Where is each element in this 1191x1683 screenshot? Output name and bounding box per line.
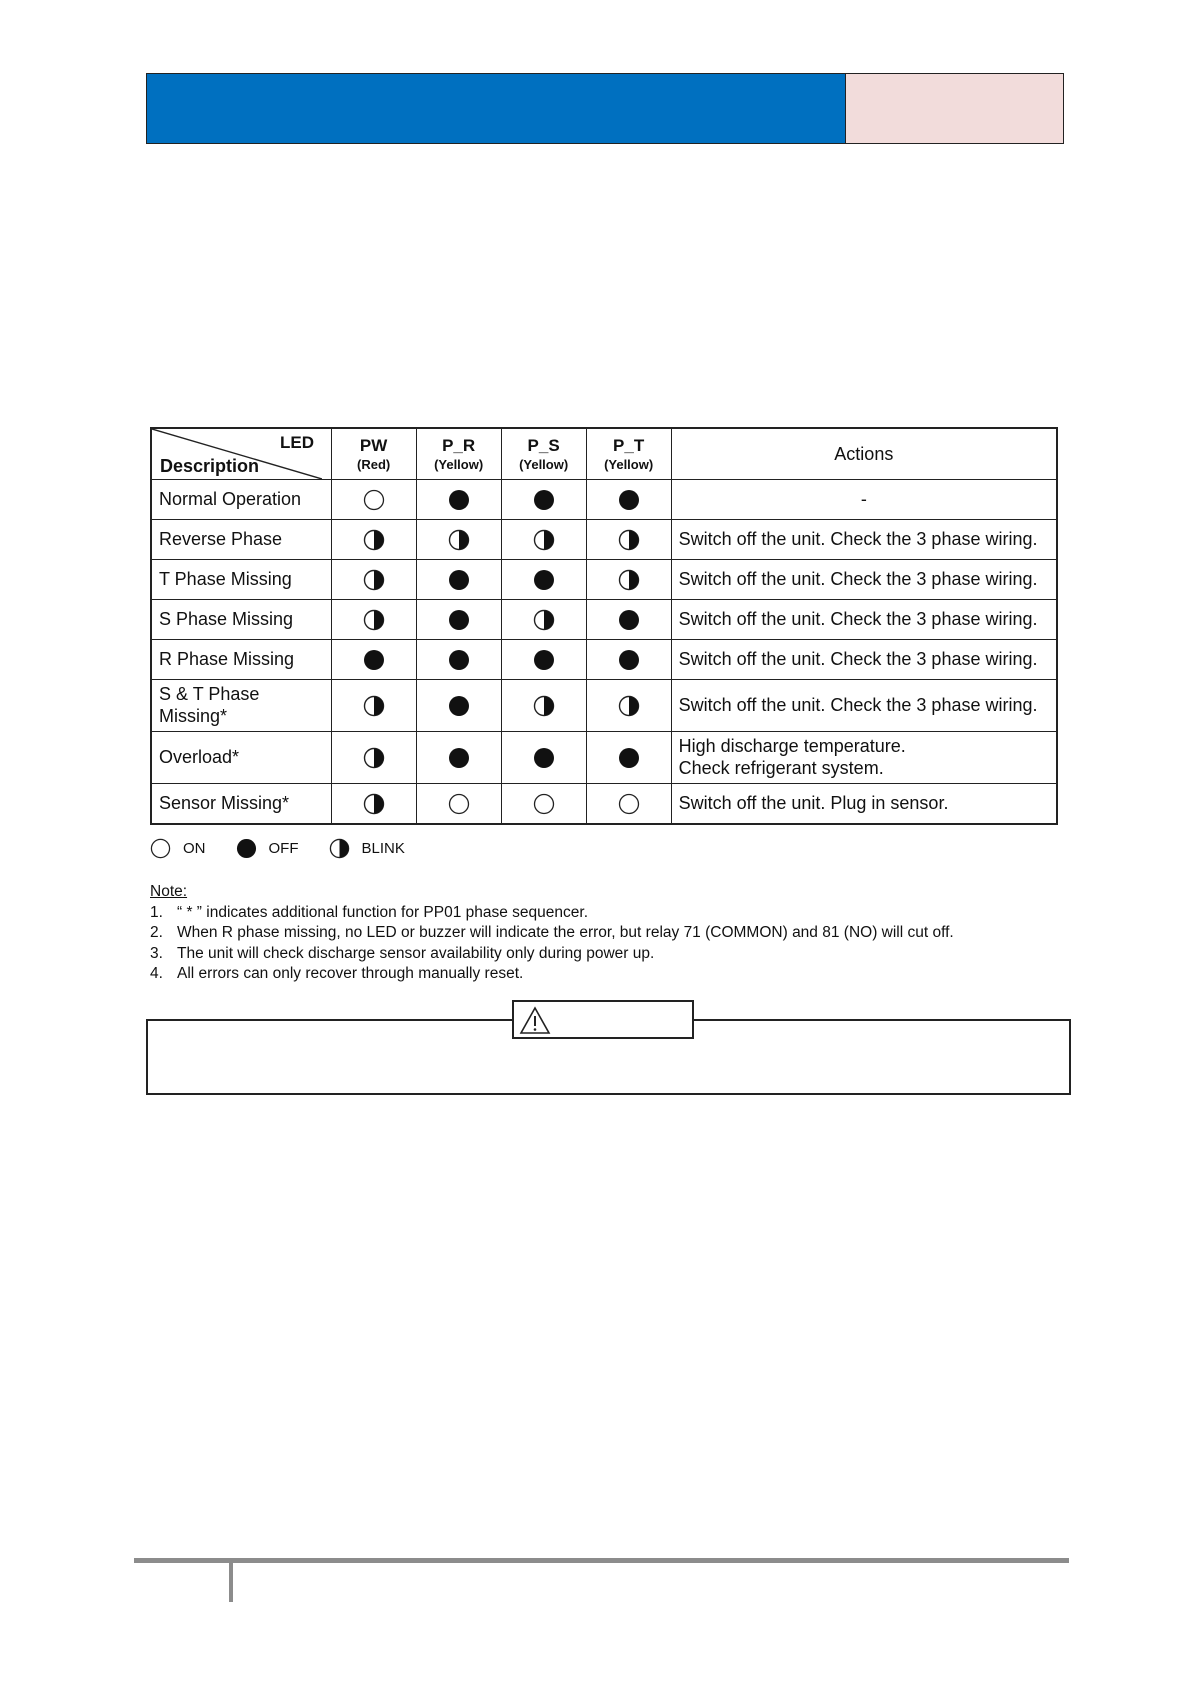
- notes-section: [150, 882, 954, 985]
- led-cell: [416, 784, 501, 825]
- row-action: Switch off the unit. Check the 3 phase wiring.: [671, 640, 1057, 680]
- legend-blink-label: BLINK: [361, 839, 405, 857]
- row-action-line1: High discharge temperature.: [678, 735, 906, 756]
- led-cell: [586, 520, 671, 560]
- led-status-table: [150, 427, 1058, 825]
- led-blink-icon: [533, 695, 555, 717]
- led-cell: [331, 480, 416, 520]
- warning-triangle-icon: [519, 1006, 551, 1035]
- led-blink-icon: [363, 747, 385, 769]
- row-action: Switch off the unit. Check the 3 phase wiring.: [671, 680, 1057, 732]
- led-off-icon: [533, 489, 555, 511]
- row-description: R Phase Missing: [151, 640, 331, 680]
- table-row: [151, 640, 1057, 680]
- led-off-icon: [448, 695, 470, 717]
- notes-list: [150, 903, 954, 985]
- list-item: 2. When R phase missing, no LED or buzzer will indicate the error, but relay 71 (COMMON) and 81 (NO) will cut off.: [150, 924, 954, 941]
- table-row: [151, 680, 1057, 732]
- col-header-p-r: P_R (Yellow): [416, 428, 501, 480]
- table-header-row: [151, 428, 1057, 480]
- led-cell: [416, 732, 501, 784]
- legend-on-label: ON: [183, 839, 206, 857]
- led-off-icon: [533, 649, 555, 671]
- row-action: Switch off the unit. Plug in sensor.: [671, 784, 1057, 825]
- col-header-actions: Actions: [671, 428, 1057, 480]
- led-cell: [331, 560, 416, 600]
- row-description: S Phase Missing: [151, 600, 331, 640]
- led-on-icon: [533, 793, 555, 815]
- led-blink-icon: [618, 569, 640, 591]
- led-blink-icon: [363, 609, 385, 631]
- description-label: Description: [160, 456, 260, 476]
- legend-item-blink: [329, 838, 405, 859]
- row-description: Sensor Missing*: [151, 784, 331, 825]
- header-bar: [146, 73, 846, 144]
- legend-off-label: OFF: [268, 839, 299, 857]
- table-row: [151, 520, 1057, 560]
- led-blink-icon: [448, 529, 470, 551]
- row-description: Overload*: [151, 732, 331, 784]
- led-blink-icon: [618, 695, 640, 717]
- led-on-icon: [618, 793, 640, 815]
- led-cell: [501, 640, 586, 680]
- led-off-icon: [618, 649, 640, 671]
- led-cell: [416, 520, 501, 560]
- led-cell: [586, 480, 671, 520]
- led-off-icon: [533, 747, 555, 769]
- led-off-icon: [236, 838, 257, 859]
- led-blink-icon: [533, 609, 555, 631]
- col-header-p-s: P_S (Yellow): [501, 428, 586, 480]
- led-blink-icon: [618, 529, 640, 551]
- row-description: [151, 680, 331, 732]
- led-off-icon: [533, 569, 555, 591]
- table-row: [151, 480, 1057, 520]
- list-item: 4. All errors can only recover through manually reset.: [150, 965, 524, 982]
- row-description: T Phase Missing: [151, 560, 331, 600]
- led-off-icon: [618, 489, 640, 511]
- led-cell: [416, 560, 501, 600]
- led-blink-icon: [533, 529, 555, 551]
- footer-divider: [229, 1563, 233, 1602]
- led-label: LED: [280, 433, 314, 452]
- led-cell: [501, 680, 586, 732]
- led-cell: [331, 732, 416, 784]
- notes-title: Note:: [150, 883, 188, 900]
- legend-item-on: [150, 838, 206, 859]
- led-cell: [331, 520, 416, 560]
- table-row: [151, 600, 1057, 640]
- led-off-icon: [618, 609, 640, 631]
- led-blink-icon: [363, 529, 385, 551]
- row-action: [671, 732, 1057, 784]
- led-off-icon: [448, 609, 470, 631]
- list-item: 3. The unit will check discharge sensor availability only during power up.: [150, 944, 655, 962]
- table-row: [151, 560, 1057, 600]
- led-cell: [416, 640, 501, 680]
- led-off-icon: [363, 649, 385, 671]
- led-cell: [501, 732, 586, 784]
- row-action: Switch off the unit. Check the 3 phase wiring.: [671, 560, 1057, 600]
- row-description: Reverse Phase: [151, 520, 331, 560]
- led-cell: [586, 560, 671, 600]
- led-cell: [586, 680, 671, 732]
- led-cell: [331, 600, 416, 640]
- led-cell: [586, 784, 671, 825]
- corner-header-cell: [151, 428, 331, 480]
- col-header-pw: PW (Red): [331, 428, 416, 480]
- led-cell: [331, 680, 416, 732]
- led-cell: [416, 680, 501, 732]
- led-blink-icon: [329, 838, 350, 859]
- row-action-line2: Check refrigerant system.: [678, 757, 884, 778]
- led-cell: [586, 640, 671, 680]
- row-description-line2: Missing*: [159, 705, 228, 726]
- led-off-icon: [448, 489, 470, 511]
- led-cell: [501, 784, 586, 825]
- row-action: -: [671, 480, 1057, 520]
- led-blink-icon: [363, 793, 385, 815]
- led-cell: [501, 520, 586, 560]
- led-cell: [416, 600, 501, 640]
- led-blink-icon: [363, 569, 385, 591]
- led-cell: [586, 600, 671, 640]
- led-cell: [501, 480, 586, 520]
- col-header-p-t: P_T (Yellow): [586, 428, 671, 480]
- row-description: Normal Operation: [151, 480, 331, 520]
- led-off-icon: [448, 649, 470, 671]
- led-cell: [501, 600, 586, 640]
- table-row: [151, 784, 1057, 825]
- led-on-icon: [448, 793, 470, 815]
- led-off-icon: [448, 747, 470, 769]
- led-cell: [501, 560, 586, 600]
- led-on-icon: [363, 489, 385, 511]
- led-cell: [331, 640, 416, 680]
- row-action: Switch off the unit. Check the 3 phase wiring.: [671, 600, 1057, 640]
- led-cell: [331, 784, 416, 825]
- table-row: [151, 732, 1057, 784]
- led-off-icon: [618, 747, 640, 769]
- led-legend: [150, 836, 435, 860]
- led-on-icon: [150, 838, 171, 859]
- header-side-box: [846, 73, 1064, 144]
- led-blink-icon: [363, 695, 385, 717]
- led-cell: [416, 480, 501, 520]
- row-description-line1: S & T Phase: [159, 683, 260, 704]
- warning-tab: [512, 1000, 694, 1039]
- row-action: Switch off the unit. Check the 3 phase wiring.: [671, 520, 1057, 560]
- footer-rule: [134, 1558, 1069, 1563]
- list-item: 1. “ * ” indicates additional function for PP01 phase sequencer.: [150, 903, 589, 921]
- led-cell: [586, 732, 671, 784]
- led-off-icon: [448, 569, 470, 591]
- legend-item-off: [236, 838, 299, 859]
